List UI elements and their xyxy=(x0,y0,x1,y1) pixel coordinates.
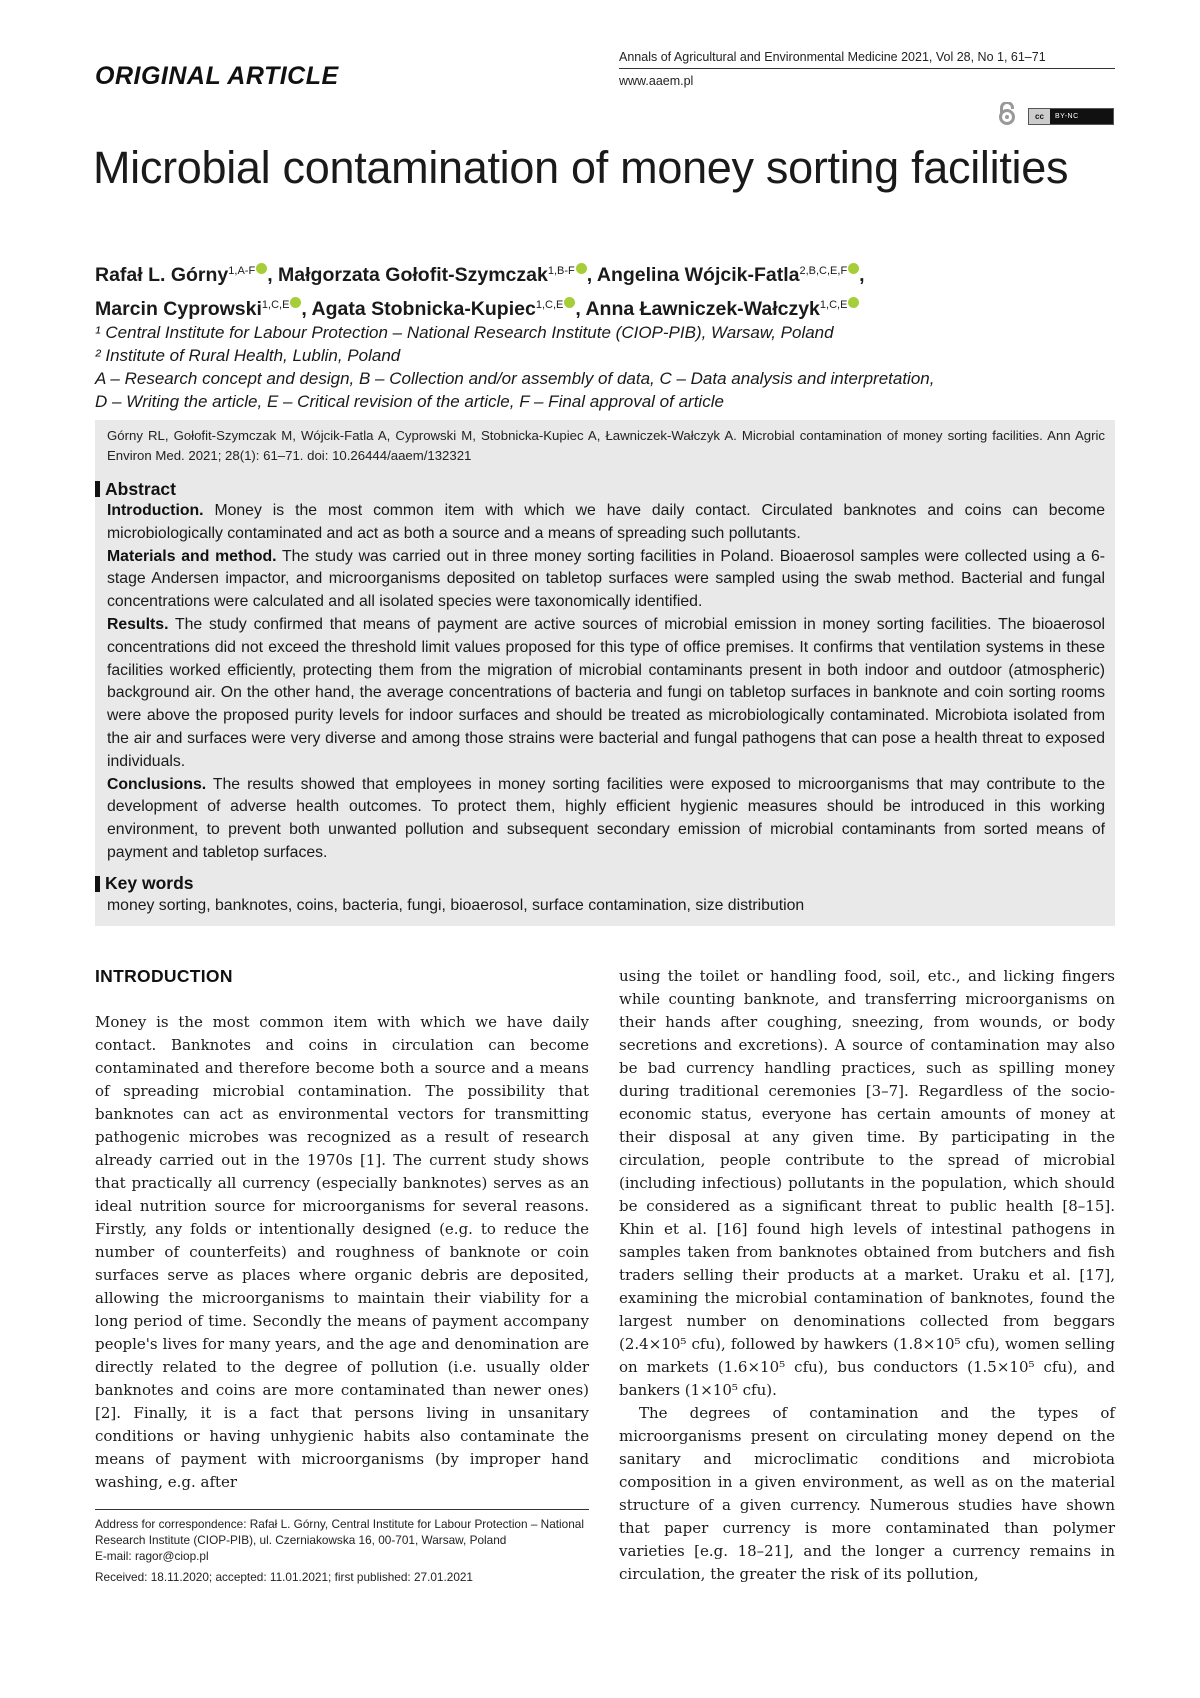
keywords-text: money sorting, banknotes, coins, bacteria, fungi, bioaerosol, surface contamination, size distribution xyxy=(107,896,805,914)
body-paragraph: Money is the most common item with which we have daily contact. Banknotes and coins in circulation can become contaminated and therefore become both a source and a means of spreading microbial contamination. The possibility that banknotes can act as environmental vectors for transmitting pathogenic microbes was recognized as a result of research already carried out in the 1970s [1]. The current study shows that practically all currency (especially banknotes) serves as an ideal nutrition source for microorganisms for several reasons. Firstly, any folds or intentionally designed (e.g. to reduce the number of counterfeits) and roughness of banknote or coin surfaces serve as places where organic debris are deposited, allowing the microorganisms to maintain their viability for a long period of time. Secondly the means of payment accompany people's lives for many years, and the age and denomination are directly related to the degree of pollution (i.e. usually older banknotes and coins are more contaminated than newer ones) [2]. Finally, it is a fact that persons living in unsanitary conditions or having unhygienic habits also contaminate the means of payment with microorganisms (by improper hand washing, e.g. after xyxy=(95,1013,589,1491)
cc-license-badge[interactable] xyxy=(1028,108,1114,125)
orcid-icon[interactable] xyxy=(848,297,859,308)
abstract-methods-label: Materials and method. xyxy=(107,547,277,565)
citation-box xyxy=(95,420,1115,474)
correspondence-footnote xyxy=(95,1509,589,1564)
author-name: Angelina Wójcik-Fatla xyxy=(596,264,800,286)
abstract-box xyxy=(95,474,1115,926)
author-list: Rafał L. Górny$^{1,A-F}$ , Małgorzata Gołofit-Szymczak$^{1,B-F}$ , Angelina Wójcik-Fatla$^{2,B,C,E,F}$ , Marcin Cyprowski$^{1,C,E}$ , Agata Stobnicka-Kupiec$^{1,C,E}$ , Anna Ławniczek-Wałczyk$^{1,C,E}$ xyxy=(95,264,865,320)
abstract-intro-text: Money is the most common item with which we have daily contact. Circulated banknotes and coins can become microbiologically contaminated and act as both a source and a means of spreading such pollutants. xyxy=(107,502,1105,542)
keywords-block xyxy=(95,873,1105,917)
orcid-icon[interactable] xyxy=(564,297,575,308)
affiliation-1: ¹ Central Institute for Labour Protection – National Research Institute (CIOP-PIB), Warsaw, Poland xyxy=(95,323,834,342)
author-roles-line-1: A – Research concept and design, B – Collection and/or assembly of data, C – Data analysis and interpretation, xyxy=(95,369,935,388)
introduction-heading: INTRODUCTION xyxy=(95,966,233,986)
correspondence-address: Address for correspondence: Rafał L. Górny, Central Institute for Labour Protection – National Research Institute (CIOP-PIB), ul. Czerniakowska 16, 00-701, Warsaw, Poland xyxy=(95,1517,584,1547)
abstract-intro-label: Introduction. xyxy=(107,502,204,519)
author-affiliation-sup: 2,B,C,E,F xyxy=(799,265,848,277)
author-affiliation-sup: 1,B-F xyxy=(547,265,575,277)
orcid-icon[interactable] xyxy=(256,263,267,274)
abstract-body xyxy=(95,500,1105,865)
keywords-heading xyxy=(95,873,1105,895)
affiliation-2: ² Institute of Rural Health, Lublin, Poland xyxy=(95,346,401,365)
orcid-icon[interactable] xyxy=(290,297,301,308)
license-text: BY-NC xyxy=(1055,113,1079,120)
heading-bar-marker xyxy=(95,481,100,497)
orcid-icon[interactable] xyxy=(576,263,587,274)
cc-icon: cc xyxy=(1029,109,1051,124)
orcid-icon[interactable] xyxy=(848,263,859,274)
abstract-heading-text: Abstract xyxy=(105,478,176,499)
author-name: Małgorzata Gołofit-Szymczak xyxy=(278,264,548,286)
article-type-label: ORIGINAL ARTICLE xyxy=(95,62,339,90)
author-name: Rafał L. Górny xyxy=(95,264,229,286)
author-name: Marcin Cyprowski xyxy=(95,298,262,320)
heading-bar-marker xyxy=(95,876,100,892)
body-column-right xyxy=(619,965,1115,1586)
body-paragraph: using the toilet or handling food, soil, etc., and licking fingers while counting banknote, and transferring microorganisms on their hands after coughing, sneezing, from wounds, or body secretions and excretions). A source of contamination may also be bad currency handling practices, such as spilling money during traditional ceremonies [3–7]. Regardless of the socio-economic status, everyone has certain amounts of money at their disposal at any given time. By participating in the circulation, people contribute to the spread of microbial (including infectious) pollutants in the population, which should be considered as a significant threat to public health [8–15]. Khin et al. [16] found high levels of intestinal pathogens in samples taken from banknotes obtained from butchers and fish traders selling their products at a market. Uraku et al. [17], examining the microbial contamination of banknotes, found the largest number on denominations collected from beggars (2.4×10⁵ cfu), followed by hawkers (1.8×10⁵ cfu), women selling on markets (1.6×10⁵ cfu), bus conductors (1.5×10⁵ cfu), and bankers (1×10⁵ cfu). xyxy=(619,967,1115,1399)
correspondence-email[interactable]: E-mail: ragor@ciop.pl xyxy=(95,1549,209,1563)
journal-citation-header: Annals of Agricultural and Environmental Medicine 2021, Vol 28, No 1, 61–71 xyxy=(619,50,1115,69)
author-affiliation-sup: 1,A-F xyxy=(228,265,256,277)
abstract-results-text: The study confirmed that means of payment are active sources of microbial emission in money sorting facilities. The bioaerosol concentrations did not exceed the threshold limit values proposed for this type of office premises. It confirms that ventilation systems in these facilities worked efficiently, protecting them from the migration of microbial contaminants present in both indoor and outdoor (atmospheric) background air. On the other hand, the average concentrations of bacteria and fungi on tabletop surfaces in banknote and coin sorting rooms were above the proposed purity levels for indoor surfaces and should be treated as microbiologically contaminated. Microbiota isolated from the air and surfaces were very diverse and among those strains were bacterial and fungal pathogens that can pose a health threat to exposed individuals. xyxy=(107,615,1105,770)
body-paragraph: The degrees of contamination and the types of microorganisms present on circulating money depend on the sanitary and microclimatic conditions and microbiota composition in a given environment, as well as on the material structure of a given currency. Numerous studies have shown that paper currency is more contaminated than polymer varieties [e.g. 18–21], and the longer a currency remains in circulation, the greater the risk of its pollution, xyxy=(619,1404,1115,1583)
keywords-heading-text: Key words xyxy=(105,873,194,894)
author-affiliation-sup: 1,C,E xyxy=(261,299,290,311)
received-dates: Received: 18.11.2020; accepted: 11.01.2021; first published: 27.01.2021 xyxy=(95,1570,473,1584)
citation-text: Górny RL, Gołofit-Szymczak M, Wójcik-Fatla A, Cyprowski M, Stobnicka-Kupiec A, Ławniczek-Wałczyk A. Microbial contamination of money sorting facilities. Ann Agric Environ Med. 2021; 28(1): 61–71. doi: 10.26444/aaem/132321 xyxy=(107,428,1105,463)
author-affiliation-sup: 1,C,E xyxy=(535,299,564,311)
abstract-conclusions-label: Conclusions. xyxy=(107,775,207,793)
author-name: Anna Ławniczek-Wałczyk xyxy=(585,298,820,320)
author-name: Agata Stobnicka-Kupiec xyxy=(311,298,536,320)
body-column-left xyxy=(95,1011,589,1494)
article-title: Microbial contamination of money sorting facilities xyxy=(93,142,1069,193)
abstract-heading xyxy=(95,478,1105,500)
author-roles-line-2: D – Writing the article, E – Critical revision of the article, F – Final approval of article xyxy=(95,392,724,411)
journal-url[interactable]: www.aaem.pl xyxy=(619,74,694,88)
open-access-icon xyxy=(996,102,1018,126)
author-affiliation-sup: 1,C,E xyxy=(819,299,848,311)
abstract-results-label: Results. xyxy=(107,615,169,633)
abstract-methods-text: The study was carried out in three money sorting facilities in Poland. Bioaerosol samples were collected using a 6-stage Andersen impactor, and microorganisms deposited on tabletop surfaces were sampled using the swab method. Bacterial and fungal concentrations were calculated and all isolated species were taxonomically identified. xyxy=(107,547,1106,611)
abstract-conclusions-text: The results showed that employees in money sorting facilities were exposed to microorganisms that may contribute to the development of adverse health outcomes. To protect them, highly efficient hygienic measures should be introduced in this working environment, to prevent both unwanted pollution and subsequent secondary emission of microbial contaminants from sorted means of payment and tabletop surfaces. xyxy=(107,775,1105,861)
